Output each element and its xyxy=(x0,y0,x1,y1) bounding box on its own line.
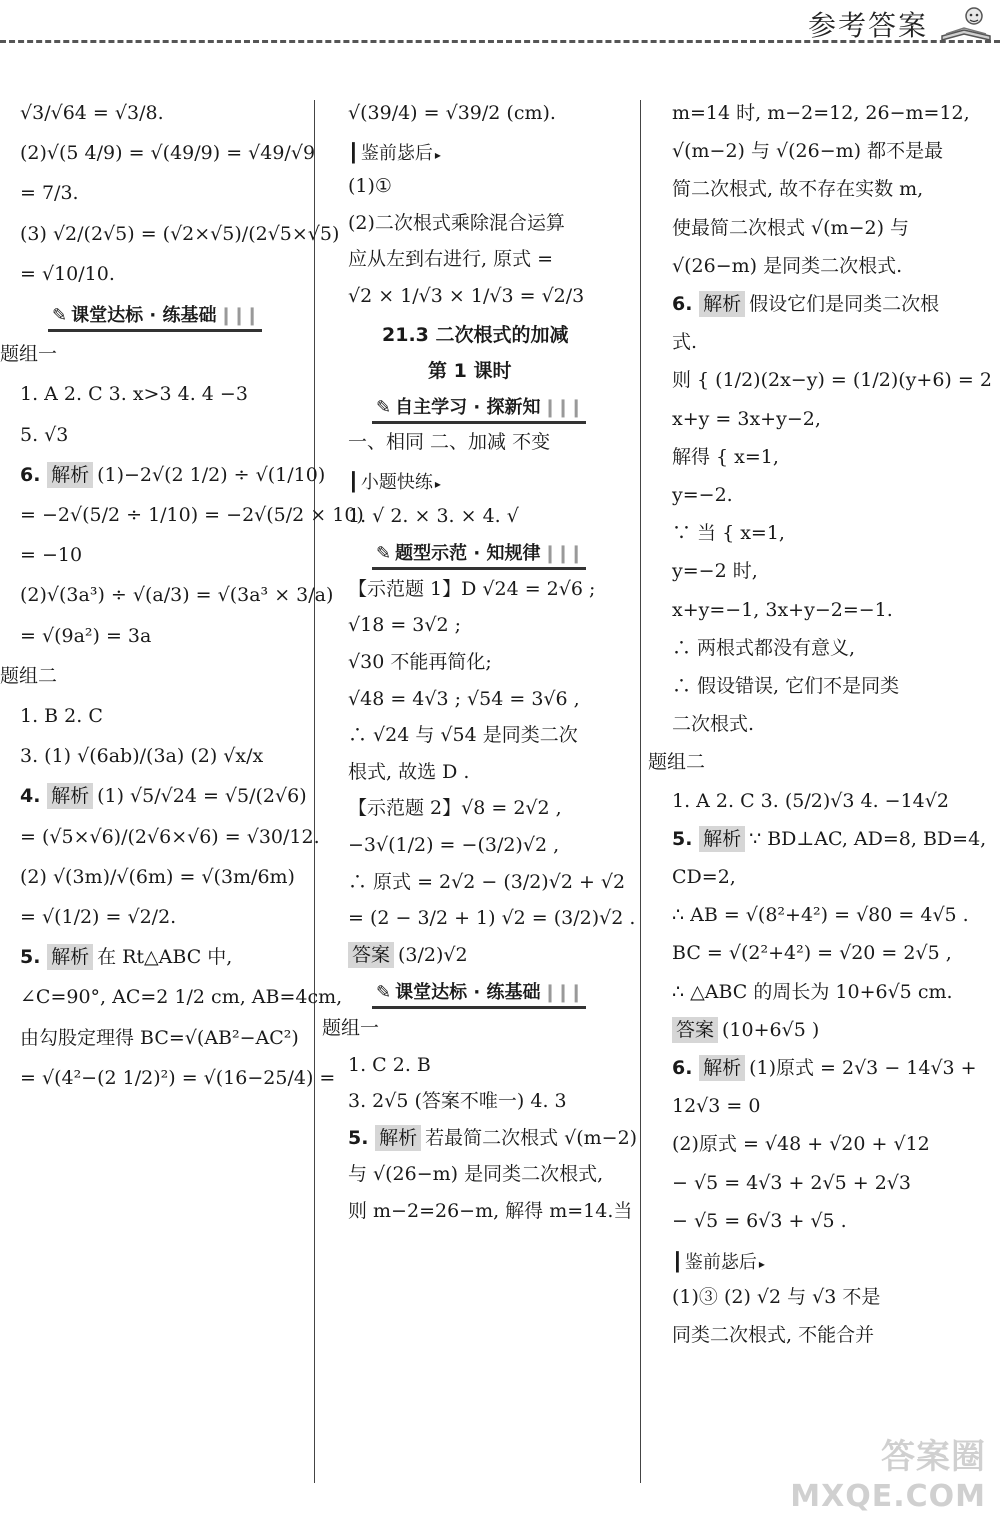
answer-line: − √5 = 4√3 + 2√5 + 2√3 xyxy=(672,1171,912,1194)
triangle-right-icon: ▸ xyxy=(434,147,441,162)
pen-icon: ✎ xyxy=(376,396,392,418)
section-banner-label: 自主学习 · 探新知 xyxy=(395,396,541,418)
section-banner-label: 课堂达标 · 练基础 xyxy=(71,305,217,326)
analysis-tag: 解析 xyxy=(47,462,93,488)
answer-line: ∴ 两根式都没有意义, xyxy=(672,636,856,659)
answer-line: 4. 解析 (1) √5/√24 = √5/(2√6) xyxy=(20,785,307,808)
triangle-right-icon: ▸ xyxy=(434,477,441,491)
answer-line: 5. √3 xyxy=(20,423,69,446)
answer-line: (1)③ (2) √2 与 √3 不是 xyxy=(672,1286,881,1309)
heading-bar-icon: ┃ xyxy=(348,472,359,493)
answer-line: 5. 解析 在 Rt△ABC 中, xyxy=(20,946,233,969)
sub-heading-label: 小题快练 xyxy=(360,472,433,493)
answer-line: ∴ 假设错误, 它们不是同类 xyxy=(672,675,900,697)
analysis-tag: 解析 xyxy=(47,944,93,970)
answer-line: (2) √(3m)/√(6m) = √(3m/6m) xyxy=(20,865,295,888)
answer-line: √2 × 1/√3 × 1/√3 = √2/3 xyxy=(348,285,585,307)
answer-line: = (√5×√6)/(2√6×√6) = √30/12. xyxy=(20,825,320,848)
lesson-title: 21.3 二次根式的加减 xyxy=(382,323,569,346)
answer-line: (2)√(3a³) ÷ √(a/3) = √(3a³ × 3/a) xyxy=(20,584,334,607)
answer-line: = −10 xyxy=(20,544,83,567)
answer-line: y=−2. xyxy=(672,484,733,506)
answer-line: −3√(1/2) = −(3/2)√2 , xyxy=(348,834,560,856)
answer-line: 使最简二次根式 √(m−2) 与 xyxy=(672,216,910,239)
sub-heading xyxy=(672,1248,765,1274)
answer-line: = √(1/2) = √2/2. xyxy=(20,906,177,928)
section-banner-label: 课堂达标 · 练基础 xyxy=(395,982,541,1004)
pen-icon: ✎ xyxy=(376,543,392,565)
analysis-tag: 解析 xyxy=(699,826,745,852)
answer-line: 5. 解析 ∵ BD⊥AC, AD=8, BD=4, xyxy=(672,827,987,850)
heading-bar-icon: ┃ xyxy=(672,1252,683,1273)
problem-group-heading: 题组二 xyxy=(0,664,58,687)
answer-line: = (2 − 3/2 + 1) √2 = (3/2)√2 . xyxy=(348,907,636,930)
site-watermark xyxy=(790,1437,986,1517)
answer-line: = −2√(5/2 ÷ 1/10) = −2√(5/2 × 10) xyxy=(20,504,364,526)
header-rule xyxy=(0,40,1000,43)
answer-line: √(26−m) 是同类二次根式. xyxy=(672,254,903,277)
answer-line: √3/√64 = √3/8. xyxy=(20,102,164,124)
answer-line: = √10/10. xyxy=(20,262,115,285)
answer-line: 式. xyxy=(672,331,698,354)
watermark-logo-text: 答案圈 xyxy=(881,1437,986,1477)
problem-group-heading: 题组二 xyxy=(648,751,706,774)
answer-line: 6. 解析 假设它们是同类二次根 xyxy=(672,293,940,315)
answer-column-2 xyxy=(322,92,638,1523)
problem-group-heading: 题组一 xyxy=(0,343,58,366)
answer-line: 1. A 2. C 3. (5/2)√3 4. −14√2 xyxy=(672,789,949,812)
answer-line: 1. A 2. C 3. x>3 4. 4 −3 xyxy=(20,383,248,406)
answer-line: 1. B 2. C xyxy=(20,705,103,727)
answer-line: y=−2 时, xyxy=(672,560,758,583)
sub-heading xyxy=(348,468,441,494)
answer-line: ∴ △ABC 的周长为 10+6√5 cm. xyxy=(672,980,953,1003)
answer-line: (2)原式 = √48 + √20 + √12 xyxy=(672,1133,930,1156)
answer-line: √48 = 4√3 ; √54 = 3√6 , xyxy=(348,687,580,710)
answer-line: 【示范题 2】√8 = 2√2 , xyxy=(348,797,562,820)
answer-line: x+y = 3x+y−2, xyxy=(672,407,821,430)
answer-line: 答案 (3/2)√2 xyxy=(348,940,468,970)
page-header xyxy=(0,0,1000,44)
analysis-tag: 解析 xyxy=(699,291,745,317)
answer-line: − √5 = 6√3 + √5 . xyxy=(672,1209,847,1232)
sub-heading-label: 鉴前毖后 xyxy=(360,142,433,164)
sub-heading xyxy=(348,139,441,165)
answer-line: 二次根式. xyxy=(672,713,755,736)
answer-line: (2)二次根式乘除混合运算 xyxy=(348,211,565,234)
answer-line: ∴ AB = √(8²+4²) = √80 = 4√5 . xyxy=(672,904,969,927)
answer-line: ∴ 原式 = 2√2 − (3/2)√2 + √2 xyxy=(348,870,626,893)
answer-line: 5. 解析 若最简二次根式 √(m−2) xyxy=(348,1126,638,1149)
answer-tag: 答案 xyxy=(672,1017,718,1043)
answer-line: BC = √(2²+4²) = √20 = 2√5 , xyxy=(672,942,952,965)
analysis-tag: 解析 xyxy=(47,783,93,809)
lesson-title: 第 1 课时 xyxy=(428,360,512,383)
decorative-bars: ❙❙❙ xyxy=(542,543,582,565)
answer-line: 由勾股定理得 BC=√(AB²−AC²) xyxy=(20,1026,299,1049)
answer-line: 同类二次根式, 不能合并 xyxy=(672,1324,875,1347)
answer-line: 【示范题 1】D √24 = 2√6 ; xyxy=(348,577,596,600)
triangle-right-icon: ▸ xyxy=(758,1257,765,1271)
section-banner xyxy=(48,301,262,332)
answer-tag: 答案 xyxy=(348,942,394,968)
answer-line: √30 不能再简化; xyxy=(348,651,492,673)
answer-line: 简二次根式, 故不存在实数 m, xyxy=(672,178,924,201)
decorative-bars: ❙❙❙ xyxy=(542,396,582,418)
answer-line: (1)① xyxy=(348,175,392,198)
section-banner-label: 题型示范 · 知规律 xyxy=(395,543,541,565)
answer-line: 1. √ 2. × 3. × 4. √ xyxy=(348,504,519,527)
column-divider xyxy=(314,100,315,1483)
answer-line: 一、相同 二、加减 不变 xyxy=(348,431,551,454)
answer-line: 12√3 = 0 xyxy=(672,1095,761,1118)
answer-line: 与 √(26−m) 是同类二次根式, xyxy=(348,1163,604,1186)
sub-heading-label: 鉴前毖后 xyxy=(684,1252,757,1273)
column-divider xyxy=(640,100,641,1483)
heading-bar-icon: ┃ xyxy=(348,142,359,164)
decorative-bars: ❙❙❙ xyxy=(542,982,582,1004)
answer-line: √(39/4) = √39/2 (cm). xyxy=(348,102,556,124)
answer-line: 应从左到右进行, 原式 = xyxy=(348,248,554,271)
answer-line: 根式, 故选 D . xyxy=(348,760,470,783)
answer-line: CD=2, xyxy=(672,866,736,888)
analysis-tag: 解析 xyxy=(375,1125,421,1151)
watermark-url: MXQE.COM xyxy=(790,1479,986,1514)
answer-line: 解得 { x=1, xyxy=(672,445,779,468)
answer-line: = 7/3. xyxy=(20,182,79,205)
answer-line: = √(9a²) = 3a xyxy=(20,624,152,647)
answer-line: 答案 (10+6√5 ) xyxy=(672,1015,819,1045)
answer-line: ∴ √24 与 √54 是同类二次 xyxy=(348,724,578,747)
pen-icon: ✎ xyxy=(52,305,68,326)
answer-line: x+y=−1, 3x+y−2=−1. xyxy=(672,598,893,621)
section-banner xyxy=(372,978,586,1009)
answer-line: 6. 解析 (1)−2√(2 1/2) ÷ √(1/10) xyxy=(20,463,326,486)
answer-line: 6. 解析 (1)原式 = 2√3 − 14√3 + xyxy=(672,1057,977,1079)
answer-line: 3. (1) √(6ab)/(3a) (2) √x/x xyxy=(20,745,264,768)
analysis-tag: 解析 xyxy=(699,1055,745,1081)
answer-line: 3. 2√5 (答案不唯一) 4. 3 xyxy=(348,1090,567,1113)
section-banner xyxy=(372,393,586,424)
answer-line: 1. C 2. B xyxy=(348,1053,431,1076)
answer-column-1 xyxy=(0,92,364,1523)
pen-icon: ✎ xyxy=(376,982,392,1004)
answer-line: 则 { (1/2)(2x−y) = (1/2)(y+6) = 2 xyxy=(672,369,992,392)
page-title: 参考答案 xyxy=(807,9,928,42)
answer-line: (3) √2/(2√5) = (√2×√5)/(2√5×√5) xyxy=(20,222,340,245)
answer-line: = √(4²−(2 1/2)²) = √(16−25/4) = xyxy=(20,1066,336,1089)
answer-line: 则 m−2=26−m, 解得 m=14.当 xyxy=(348,1200,633,1222)
decorative-bars: ❙❙❙ xyxy=(218,305,258,326)
answer-column-3 xyxy=(648,92,996,1523)
answer-line: m=14 时, m−2=12, 26−m=12, xyxy=(672,102,970,124)
answer-line: √18 = 3√2 ; xyxy=(348,614,462,637)
section-banner xyxy=(372,539,586,570)
answer-line: √(m−2) 与 √(26−m) 都不是最 xyxy=(672,140,944,163)
answer-line: ∵ 当 { x=1, xyxy=(672,522,785,545)
answer-line: (2)√(5 4/9) = √(49/9) = √49/√9 xyxy=(20,142,316,165)
problem-group-heading: 题组一 xyxy=(322,1017,380,1039)
answer-line: ∠C=90°, AC=2 1/2 cm, AB=4cm, xyxy=(20,986,343,1009)
